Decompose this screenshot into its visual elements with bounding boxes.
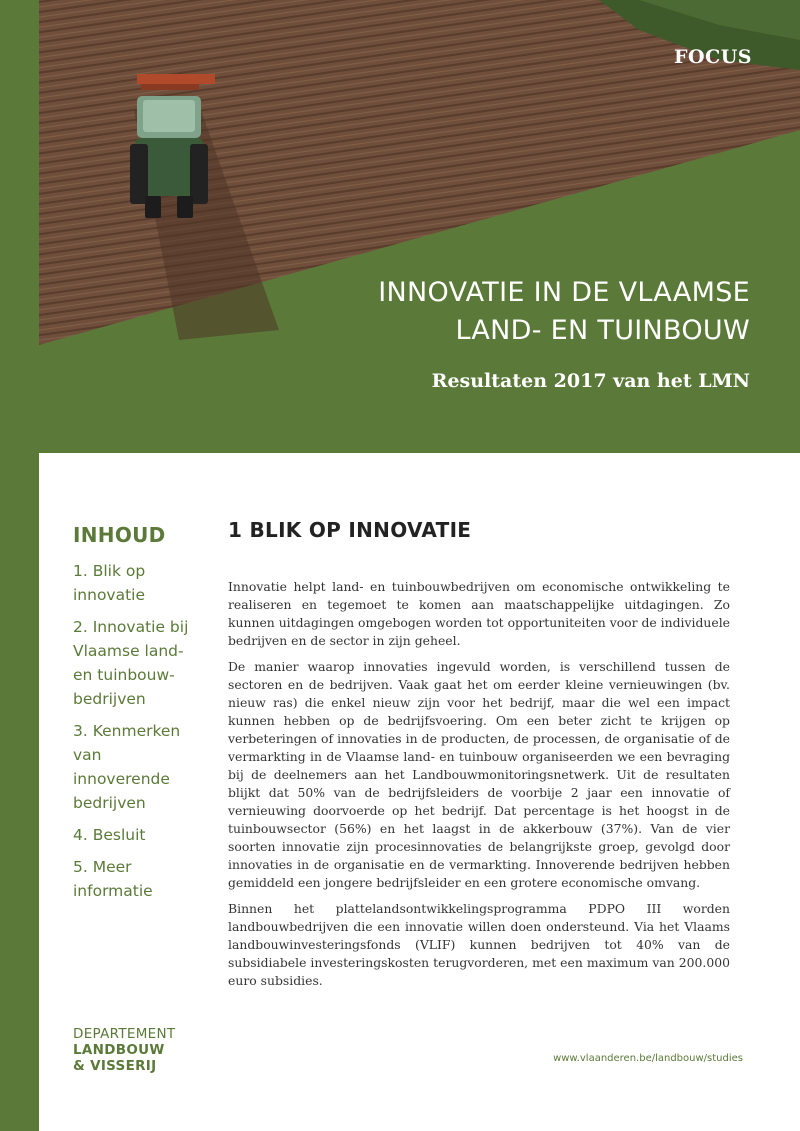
section-title: 1 BLIK OP INNOVATIE [228, 518, 472, 542]
footer-website-link[interactable]: www.vlaanderen.be/landbouw/studies [553, 1053, 743, 1064]
dept-line-3: & VISSERIJ [73, 1058, 157, 1074]
left-green-strip [0, 0, 39, 1131]
paragraph-1: Innovatie helpt land- en tuinbouwbedrijven om economische ontwikkeling te realiseren en tegemoet te komen aan maatschappelijke uitdagingen. Zo kunnen uitdagingen omgebogen worden tot opportuniteiten voor de individuele bedrijven en de sector in zijn geheel. [228, 579, 731, 648]
toc-item-blik-op-innovatie[interactable]: 1. Blik op innovatie [73, 562, 146, 604]
paragraph-2: De manier waarop innovaties ingevuld worden, is verschillend tussen de sectoren en de bedrijven. Vaak gaat het om eerder kleine vernieuwingen (bv. nieuw ras) die enkel nieuw zijn voor het bedrijf, maar die wel een impact kunnen hebben op de bedrijfsvoering. Om een beter zicht te krijgen op verbeteringen of innovaties in de producten, de processen, de organisatie of de vermarkting in de Vlaamse land- en tuinbouw organiseerden we een bevraging bij de deelnemers aan het Landbouwmonitoringsnetwerk. Uit de resultaten blijkt dat 50% van de bedrijfsleiders de voorbije 2 jaar een innovatie of vernieuwing doorvoerde op het bedrijf. Dat percentage is het hoogst in de tuinbouwsector (56%) en het laagst in de akkerbouw (37%). Van de vier soorten innovatie zijn procesinnovaties de belangrijkste groep, gevolgd door innovaties in de organisatie en de vermarkting. Innoverende bedrijven hebben gemiddeld een jongere bedrijfsleider en een grotere economische omvang. [228, 659, 730, 890]
dept-line-1: DEPARTEMENT [73, 1026, 176, 1042]
focus-label: FOCUS [674, 46, 752, 68]
toc-item-besluit[interactable]: 4. Besluit [73, 826, 146, 844]
title-line-1: INNOVATIE IN DE VLAAMSE [378, 277, 750, 308]
page-subtitle: Resultaten 2017 van het LMN [431, 370, 750, 392]
table-of-contents [73, 523, 203, 911]
toc-item-meer-informatie[interactable]: 5. Meer informatie [73, 858, 153, 900]
dept-line-2: LANDBOUW [73, 1042, 165, 1058]
hero-banner [39, 0, 800, 453]
toc-item-kenmerken[interactable]: 3. Kenmerken van innoverende bedrijven [73, 722, 181, 812]
title-line-2: LAND- EN TUINBOUW [455, 315, 750, 346]
toc-item-innovatie-bij-bedrijven[interactable]: 2. Innovatie bij Vlaamse land- en tuinbouw-bedrijven [73, 618, 189, 708]
toc-heading: INHOUD [73, 523, 166, 547]
section-blik-op-innovatie [228, 518, 730, 998]
paragraph-3: Binnen het plattelandsontwikkelingsprogramma PDPO III worden landbouwbedrijven die een innovatie willen doen ondersteund. Via het Vlaams landbouwinvesteringsfonds (VLIF) kunnen bedrijven tot 40% van de subsidiabele investeringskosten terugvorderen, met een maximum van 200.000 euro subsidies. [228, 901, 730, 988]
department-logo [73, 1026, 175, 1074]
page-title [378, 274, 750, 350]
